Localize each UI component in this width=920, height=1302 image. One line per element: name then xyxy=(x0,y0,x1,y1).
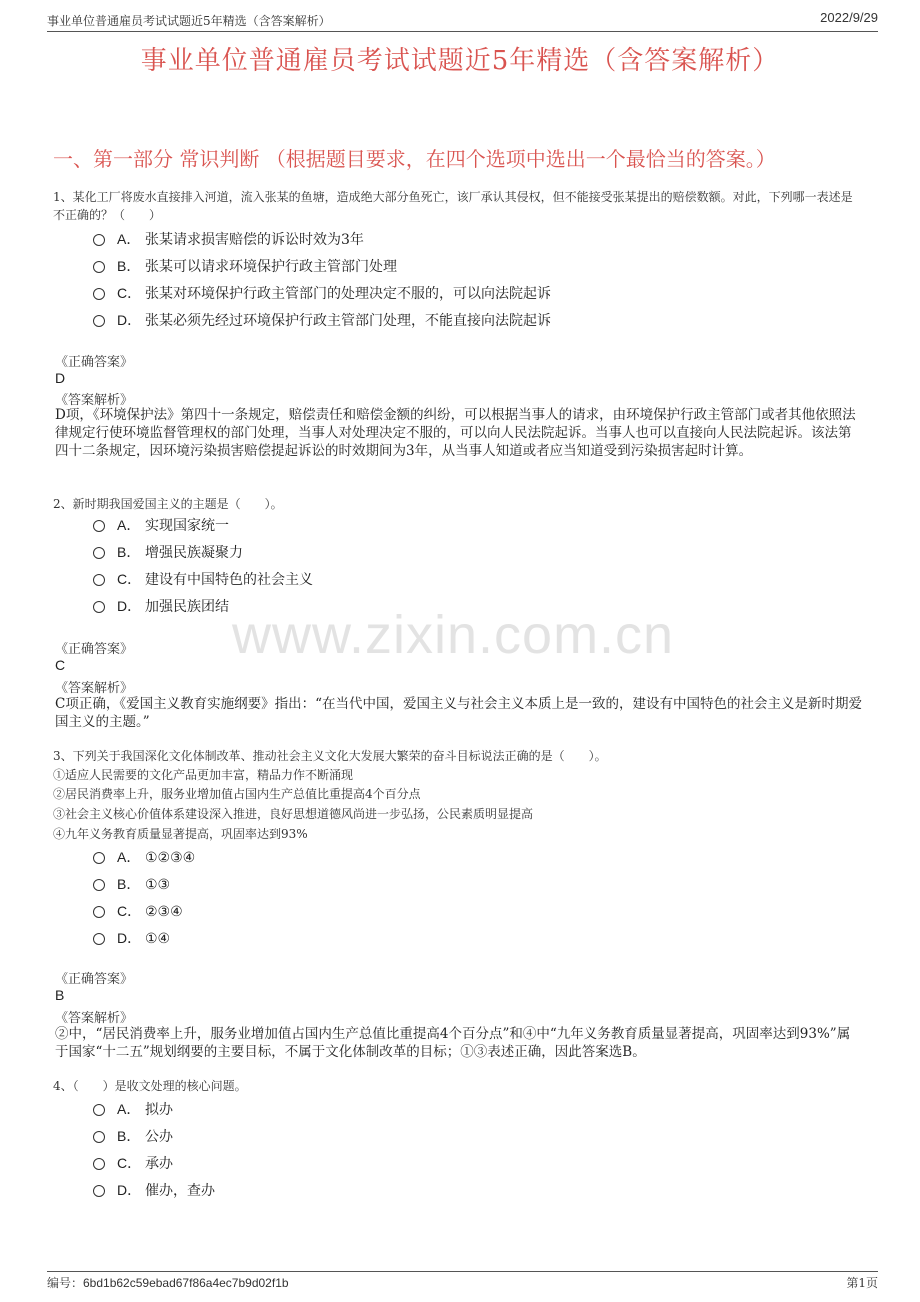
question-3-stem: 3、下列关于我国深化文化体制改革、推动社会主义文化大发展大繁荣的奋斗目标说法正确的是（ ）。 xyxy=(53,749,607,763)
question-3-analysis: ②中，“居民消费率上升，服务业增加值占国内生产总值比重提高4个百分点”和④中“九年义务教育质量显著提高，巩固率达到93%”属于国家“十二五”规划纲要的主要目标，不属于文化体制改革的目标；①③表述正确，因此答案选B。 xyxy=(55,1026,851,1060)
radio-icon[interactable] xyxy=(93,547,105,559)
header-divider xyxy=(47,31,878,32)
question-3-option-c[interactable]: C． ②③④ xyxy=(93,901,183,921)
question-3-option-b[interactable]: B． ①③ xyxy=(93,874,170,894)
question-1-stem: 1、某化工厂将废水直接排入河道，流入张某的鱼塘，造成绝大部分鱼死亡，该厂承认其侵权，但不能接受张某提出的赔偿数额。对此，下列哪一表述是不正确的？（ ） xyxy=(53,190,853,222)
question-2-option-a[interactable]: A． 实现国家统一 xyxy=(93,515,229,535)
document-code: 编号：6bd1b62c59ebad67f86a4ec7b9d02f1b xyxy=(47,1276,289,1290)
radio-icon[interactable] xyxy=(93,288,105,300)
question-1-option-d[interactable]: D． 张某必须先经过环境保护行政主管部门处理，不能直接向法院起诉 xyxy=(93,310,551,330)
question-3-item: ③社会主义核心价值体系建设深入推进，良好思想道德风尚进一步弘扬，公民素质明显提高 xyxy=(53,807,534,821)
radio-icon[interactable] xyxy=(93,315,105,327)
question-3-item: ①适应人民需要的文化产品更加丰富，精品力作不断涌现 xyxy=(53,768,354,782)
question-2-option-b[interactable]: B． 增强民族凝聚力 xyxy=(93,542,243,562)
radio-icon[interactable] xyxy=(93,574,105,586)
document-title: 事业单位普通雇员考试试题近5年精选（含答案解析） xyxy=(140,46,780,76)
question-1-analysis: D项，《环境保护法》第四十一条规定，赔偿责任和赔偿金额的纠纷，可以根据当事人的请求，由环境保护行政主管部门或者其他依照法律规定行使环境监督管理权的部门处理，当事人对处理决定不服的，可以向人民法院起诉。当事人也可以直接向人民法院起诉。该法第四十二条规定，因环境污染损害赔偿提起诉讼的时效期间为3年，从当事人知道或者应当知道受到污染损害起时计算。 xyxy=(55,407,856,459)
question-3-option-d[interactable]: D． ①④ xyxy=(93,928,170,948)
watermark: www.zixin.com.cn xyxy=(232,605,675,665)
header-doc-title: 事业单位普通雇员考试试题近5年精选（含答案解析） xyxy=(47,14,331,28)
question-1-answer: D xyxy=(55,370,66,386)
analysis-label: 《答案解析》 xyxy=(55,393,134,408)
footer-divider xyxy=(47,1271,878,1272)
radio-icon[interactable] xyxy=(93,1185,105,1197)
radio-icon[interactable] xyxy=(93,933,105,945)
question-1-option-c[interactable]: C． 张某对环境保护行政主管部门的处理决定不服的，可以向法院起诉 xyxy=(93,283,551,303)
question-4-option-a[interactable]: A． 拟办 xyxy=(93,1099,173,1119)
page-footer xyxy=(47,1274,878,1292)
analysis-label: 《答案解析》 xyxy=(55,681,134,696)
question-3-option-a[interactable]: A． ①②③④ xyxy=(93,847,195,867)
page-header xyxy=(47,10,878,30)
question-3-item: ②居民消费率上升，服务业增加值占国内生产总值比重提高4个百分点 xyxy=(53,787,421,801)
answer-label: 《正确答案》 xyxy=(55,642,134,657)
question-2-stem: 2、新时期我国爱国主义的主题是（ ）。 xyxy=(53,497,283,511)
radio-icon[interactable] xyxy=(93,906,105,918)
question-4-option-c[interactable]: C． 承办 xyxy=(93,1153,173,1173)
question-1-option-b[interactable]: B． 张某可以请求环境保护行政主管部门处理 xyxy=(93,256,397,276)
question-2-option-c[interactable]: C． 建设有中国特色的社会主义 xyxy=(93,569,313,589)
question-4-option-d[interactable]: D． 催办，查办 xyxy=(93,1180,215,1200)
question-3-answer: B xyxy=(55,987,65,1003)
radio-icon[interactable] xyxy=(93,234,105,246)
radio-icon[interactable] xyxy=(93,601,105,613)
page-number: 第1页 xyxy=(846,1276,878,1290)
section-title: 一、第一部分 常识判断 （根据题目要求，在四个选项中选出一个最恰当的答案。） xyxy=(53,147,776,171)
question-2-option-d[interactable]: D． 加强民族团结 xyxy=(93,596,229,616)
analysis-label: 《答案解析》 xyxy=(55,1011,134,1026)
question-3-item: ④九年义务教育质量显著提高，巩固率达到93% xyxy=(53,827,308,841)
radio-icon[interactable] xyxy=(93,1131,105,1143)
question-4-option-b[interactable]: B． 公办 xyxy=(93,1126,173,1146)
question-2-answer: C xyxy=(55,657,66,673)
radio-icon[interactable] xyxy=(93,852,105,864)
question-4-stem: 4、（ ）是收文处理的核心问题。 xyxy=(53,1079,247,1093)
radio-icon[interactable] xyxy=(93,879,105,891)
radio-icon[interactable] xyxy=(93,261,105,273)
radio-icon[interactable] xyxy=(93,520,105,532)
header-date: 2022/9/29 xyxy=(820,10,878,25)
radio-icon[interactable] xyxy=(93,1158,105,1170)
answer-label: 《正确答案》 xyxy=(55,972,134,987)
question-2-analysis: C项正确，《爱国主义教育实施纲要》指出：“在当代中国，爱国主义与社会主义本质上是一致的，建设有中国特色的社会主义是新时期爱国主义的主题。” xyxy=(55,696,862,730)
answer-label: 《正确答案》 xyxy=(55,355,134,370)
radio-icon[interactable] xyxy=(93,1104,105,1116)
question-1-option-a[interactable]: A． 张某请求损害赔偿的诉讼时效为3年 xyxy=(93,229,364,249)
